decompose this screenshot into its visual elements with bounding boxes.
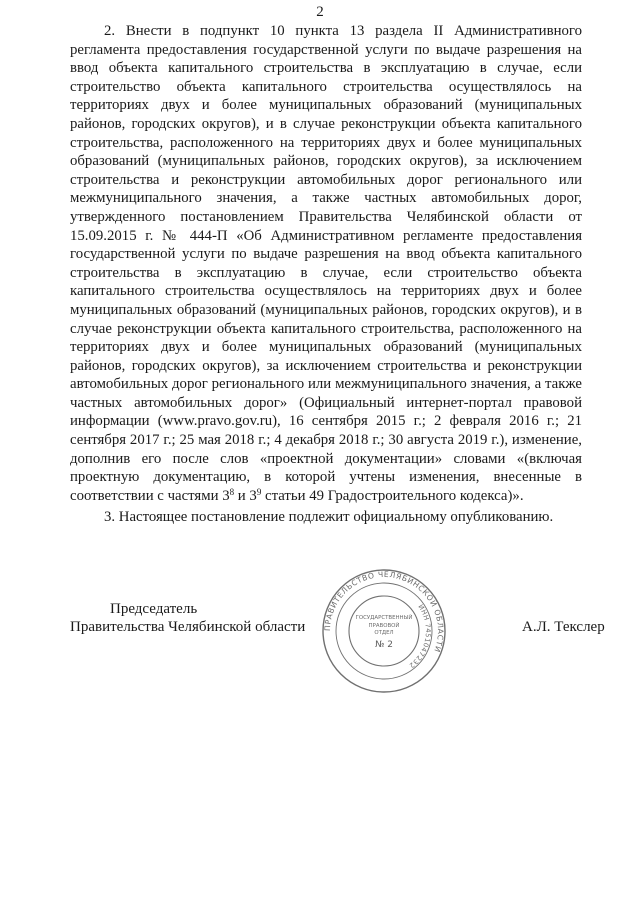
seal-center-line3: ОТДЕЛ: [374, 630, 394, 636]
seal-center-line1: ГОСУДАРСТВЕННЫЙ: [355, 615, 413, 621]
superscript-8: 8: [229, 486, 235, 497]
svg-text:ИНН 7451047232: [407, 603, 432, 670]
signatory-position-line2: Правительства Челябинской области: [70, 619, 306, 635]
item2-text-part1: 2. Внести в подпункт 10 пункта 13 раздела II Административного регламента предоставления государственной услуги по выдаче разрешения на ввод объекта капитального строительства в эксплуатацию в случае, если строительство объекта капитального строительства осуществлялось на территориях двух и более муниципальных образований (муниципальных районов, городских округов), и в случае реконструкции объекта капитального строительства, расположенного на территориях двух и более муниципальных образований (муниципальных районов, городских округов), за исключением строительства и реконструкции автомобильных дорог регионального или межмуниципального значения, а также частных автомобильных дорог, утвержденного постановлением Правительства Челябинской области от 15.09.2015 г. № 444-П «Об Административном регламенте предоставления государственной услуги по выдаче разрешения на ввод объекта капитального строительства в эксплуатацию в случае, если строительство объекта капитального строительства осуществлялось на территориях двух и более муниципальных образований (муниципальных районов, городских округов), и в случае реконструкции объекта капитального строительства, расположенного на территориях двух и более муниципальных образований (муниципальных районов, городских округов), за исключением строительства и реконструкции автомобильных дорог регионального или межмуниципального значения, а также частных автомобильных дорог» (Официальный интернет-портал правовой информации (www.pravo.gov.ru), 16 сентября 2015 г.; 2 февраля 2016 г.; 21 сентября 2017 г.; 25 мая 2018 г.; 4 декабря 2018 г.; 30 августа 2019 г.), изменение, дополнив его после слов «проектной документации» словами «(включая проектную документацию, в которой учтены изменения, внесенные в соответствии с частями 3: [70, 23, 582, 504]
document-body: [70, 22, 582, 527]
official-seal: [320, 567, 448, 695]
signatory-name: А.Л. Текслер: [522, 619, 605, 635]
paragraph-item-2: [70, 22, 582, 505]
seal-center-line2: ПРАВОВОЙ: [368, 623, 400, 629]
item2-text-part3: статьи 49 Градостроительного кодекса)».: [261, 487, 524, 504]
seal-center-number: № 2: [375, 640, 393, 650]
item2-text-part2: и 3: [234, 487, 257, 504]
signatory-position: [70, 600, 305, 636]
seal-inner-text: ИНН 7451047232: [407, 603, 433, 670]
paragraph-item-3: 3. Настоящее постановление подлежит официальному опубликованию.: [104, 509, 554, 526]
seal-outer-text: ПРАВИТЕЛЬСТВО ЧЕЛЯБИНСКОЙ ОБЛАСТИ: [322, 569, 446, 654]
page-number: 2: [316, 4, 324, 20]
superscript-9: 9: [256, 486, 262, 497]
signatory-position-line1: Председатель: [110, 601, 198, 617]
